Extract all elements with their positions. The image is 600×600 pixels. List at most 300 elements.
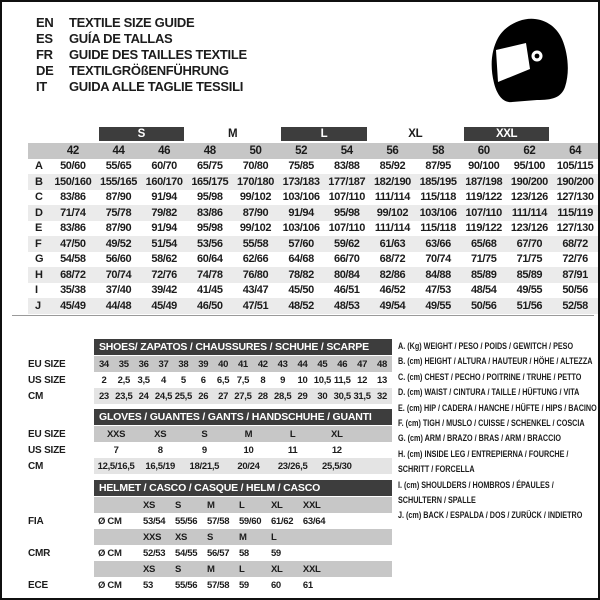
measure-value: 50/56 — [461, 298, 507, 314]
section-value: 40 — [213, 356, 233, 372]
section-value: XS — [140, 497, 172, 513]
measure-value: 87/91 — [552, 267, 598, 283]
language-code: DE — [36, 63, 54, 78]
measure-value: 111/114 — [374, 222, 410, 235]
language-label: TEXTILE SIZE GUIDE — [69, 15, 195, 30]
section-value — [300, 529, 332, 545]
size-number: 60 — [461, 143, 507, 159]
measure-value: 76/80 — [233, 267, 279, 283]
measure-row — [28, 159, 598, 175]
section-value: 29 — [293, 388, 313, 404]
textile-size-table — [28, 126, 598, 314]
measure-value: 103/106 — [415, 205, 461, 221]
section-value: S — [204, 529, 236, 545]
measure-value: 60/64 — [197, 253, 223, 266]
measure-value: 83/86 — [60, 222, 86, 235]
row-unit — [94, 529, 140, 545]
section-value: XXL — [300, 497, 332, 513]
section-divider — [12, 315, 594, 316]
section-title: HELMET / CASCO / CASQUE / HELM / CASCO — [94, 480, 392, 496]
section-value: 57/58 — [206, 515, 230, 527]
section-value: S — [172, 497, 204, 513]
measure-value: 165/175 — [187, 174, 233, 190]
section-value: L — [271, 426, 315, 442]
section-value: L — [268, 529, 300, 545]
row-label: CM — [28, 460, 44, 472]
filler-cell — [359, 458, 392, 474]
legend-item: C. (cm) CHEST / PECHO / POITRINE / TRUHE / PETTO — [398, 371, 582, 382]
section-value: 38 — [173, 356, 193, 372]
section-row — [28, 426, 392, 442]
section-value: 11,5 — [333, 374, 351, 386]
language-label: TEXTILGRÖßENFÜHRUNG — [69, 63, 229, 78]
legend-item: E. (cm) HIP / CADERA / HANCHE / HÜFTE / HIPS / BACINO — [398, 402, 597, 413]
section-value: 39 — [193, 356, 213, 372]
measure-value: 99/102 — [239, 222, 272, 235]
measure-value: 59/62 — [324, 236, 370, 252]
section-value: 23,5 — [114, 388, 134, 404]
section-title-cell — [94, 479, 392, 497]
measure-value: 107/110 — [328, 222, 365, 235]
measure-letter: H — [28, 267, 50, 283]
measure-letter: G — [35, 253, 44, 266]
measure-value: 47/51 — [233, 298, 279, 314]
measure-value: 72/76 — [562, 253, 588, 266]
measure-value: 65/75 — [197, 160, 223, 173]
measure-value: 155/165 — [96, 174, 142, 190]
section-value: 5 — [180, 374, 186, 386]
measure-value: 173/183 — [278, 174, 324, 190]
row-unit: Ø CM — [98, 579, 122, 591]
measure-value: 185/195 — [415, 174, 461, 190]
measure-value: 182/190 — [370, 174, 416, 190]
section-value: XS — [138, 426, 182, 442]
section-value: 56/57 — [206, 547, 230, 559]
measure-value: 90/100 — [468, 160, 500, 173]
section-value: 44 — [293, 356, 313, 372]
section-header-row — [28, 408, 392, 426]
measure-letter: D — [28, 205, 50, 221]
measure-value: 37/40 — [105, 284, 132, 297]
measure-value: 49/55 — [516, 284, 543, 297]
section-value: XL — [268, 497, 300, 513]
size-group-cell — [552, 126, 598, 143]
measure-value: 83/86 — [60, 191, 86, 204]
row-unit — [94, 561, 140, 577]
filler-cell — [332, 497, 392, 513]
size-group-cell — [370, 126, 461, 143]
row-unit: Ø CM — [98, 547, 122, 559]
section-value: 55/56 — [174, 579, 198, 591]
language-code: ES — [36, 31, 53, 46]
measure-value: 46/50 — [187, 298, 233, 314]
measure-value: 127/130 — [556, 191, 594, 204]
section-value: 47 — [352, 356, 372, 372]
filler-cell — [332, 545, 392, 561]
section-value: 25,5/30 — [315, 458, 359, 474]
section-value: 18/21,5 — [182, 458, 226, 474]
section-value: 10,5 — [313, 374, 332, 386]
size-number: 46 — [141, 143, 187, 159]
measure-value: 82/86 — [370, 267, 416, 283]
measure-value: 70/74 — [96, 267, 142, 283]
section-value: L — [236, 497, 268, 513]
measure-value: 48/54 — [470, 284, 497, 297]
measure-value: 65/68 — [461, 236, 507, 252]
measure-value: 187/198 — [461, 174, 507, 190]
section-value: 10 — [297, 374, 308, 386]
section-value: 12 — [331, 444, 342, 456]
measure-value: 66/70 — [334, 253, 360, 266]
section-value: 27 — [213, 388, 233, 404]
language-row — [36, 31, 247, 47]
measure-value: 75/78 — [96, 205, 142, 221]
section-value: XL — [268, 561, 300, 577]
measure-value: 115/119 — [552, 205, 598, 221]
section-value: 46 — [332, 356, 352, 372]
language-code: FR — [36, 47, 53, 62]
measure-value: 79/82 — [141, 205, 187, 221]
measure-letter: E — [35, 222, 42, 235]
section-value — [300, 545, 332, 561]
measure-letter: B — [28, 174, 50, 190]
row-label: CMR — [28, 547, 51, 559]
measure-value: 45/49 — [141, 298, 187, 314]
measure-value: 78/82 — [278, 267, 324, 283]
section-title: SHOES/ ZAPATOS / CHAUSSURES / SCHUHE / SCARPE — [94, 339, 392, 355]
section-value: 6,5 — [216, 374, 230, 386]
filler-cell — [332, 513, 392, 529]
section-label-spacer — [28, 479, 94, 497]
filler-cell — [359, 442, 392, 458]
size-number: 42 — [50, 143, 96, 159]
language-row — [36, 79, 247, 95]
section-row — [28, 356, 392, 372]
filler-cell — [332, 529, 392, 545]
section-value: XS — [172, 529, 204, 545]
measure-value: 87/90 — [105, 222, 132, 235]
measure-value: 50/60 — [60, 160, 86, 173]
measure-value: 115/118 — [420, 222, 456, 235]
section-value: 7 — [113, 444, 119, 456]
measure-value: 50/56 — [562, 284, 588, 297]
legend-item: J. (cm) BACK / ESPALDA / DOS / ZURÜCK / INDIETRO — [398, 510, 583, 521]
section-value: 61/62 — [270, 515, 294, 527]
section-value: 2 — [101, 374, 107, 386]
gloves-size-table — [28, 408, 392, 474]
size-number: 58 — [415, 143, 461, 159]
measure-value: 91/94 — [151, 191, 177, 204]
measure-value: 107/110 — [328, 191, 365, 204]
language-code: EN — [36, 15, 54, 30]
shoes-size-table — [28, 338, 392, 404]
section-value: 55/56 — [174, 515, 198, 527]
size-group-bar: L — [281, 127, 366, 141]
measure-value: 55/65 — [105, 160, 132, 173]
section-value: 12 — [357, 374, 368, 386]
measure-value: 51/56 — [507, 298, 553, 314]
measure-value: 95/98 — [324, 205, 370, 221]
measure-value: 46/51 — [334, 284, 360, 297]
measure-value: 61/63 — [370, 236, 416, 252]
measure-value: 71/75 — [516, 253, 543, 266]
measure-value: 160/170 — [141, 174, 187, 190]
measure-value: 177/187 — [324, 174, 370, 190]
section-value: 30,5 — [332, 388, 352, 404]
section-value: 35 — [114, 356, 134, 372]
measure-value: 46/52 — [379, 284, 406, 297]
section-value: 59/60 — [238, 515, 262, 527]
section-value: 37 — [154, 356, 174, 372]
size-number: 62 — [507, 143, 553, 159]
section-value: 28,5 — [273, 388, 293, 404]
section-value: 32 — [372, 388, 392, 404]
section-row — [28, 561, 392, 577]
size-group-cell — [278, 126, 369, 143]
measure-value: 45/49 — [50, 298, 96, 314]
measure-value: 103/106 — [282, 191, 320, 204]
size-group-cell — [187, 126, 278, 143]
measure-value: 190/200 — [507, 174, 553, 190]
language-code: IT — [36, 79, 47, 94]
measure-value: 85/89 — [507, 267, 553, 283]
row-label: CM — [28, 390, 44, 402]
section-value: 63/64 — [302, 515, 326, 527]
section-header-row — [28, 338, 392, 356]
gloves-grid — [28, 408, 392, 474]
section-value: XXS — [94, 426, 138, 442]
measure-value: 84/88 — [415, 267, 461, 283]
measure-value: 71/75 — [470, 253, 497, 266]
measure-row — [28, 236, 598, 252]
section-row — [28, 545, 392, 561]
section-value: 53 — [143, 579, 153, 591]
size-group-cell — [28, 126, 96, 143]
measure-value: 71/74 — [50, 205, 96, 221]
measure-value: 63/66 — [415, 236, 461, 252]
section-row — [28, 442, 392, 458]
section-value: 24,5 — [154, 388, 174, 404]
measure-value: 49/52 — [96, 236, 142, 252]
section-value: 61 — [302, 579, 313, 591]
measure-value: 41/45 — [197, 284, 223, 297]
measure-value: 80/84 — [324, 267, 370, 283]
measure-value: 47/53 — [425, 284, 451, 297]
racing-helmet-icon — [482, 12, 574, 114]
measure-row — [28, 252, 598, 268]
section-value: 10 — [243, 444, 254, 456]
legend-item: F. (cm) TIGH / MUSLO / CUISSE / SCHENKEL / COSCIA — [398, 418, 585, 429]
legend-item: G. (cm) ARM / BRAZO / BRAS / ARM / BRACCIO — [398, 433, 561, 444]
section-value: M — [226, 426, 270, 442]
section-value: 2,5 — [117, 374, 130, 386]
section-value: 23 — [94, 388, 114, 404]
measure-value: 99/102 — [370, 205, 416, 221]
section-label-spacer — [28, 408, 94, 426]
section-value: 59 — [238, 579, 249, 591]
measure-value: 49/54 — [370, 298, 416, 314]
section-value: M — [204, 561, 236, 577]
measure-letter: J — [28, 298, 50, 314]
legend-item: H. (cm) INSIDE LEG / ENTREPIERNA / FOURCHE / SCHRITT / FORCELLA — [398, 448, 569, 475]
measure-value: 58/62 — [151, 253, 177, 266]
size-number: 52 — [278, 143, 324, 159]
measure-value: 87/90 — [105, 191, 132, 204]
measure-value: 53/56 — [187, 236, 233, 252]
language-row — [36, 47, 247, 63]
section-value: 58 — [238, 547, 249, 559]
measure-value: 111/114 — [374, 191, 410, 204]
measure-value: 43/47 — [242, 284, 269, 297]
size-group-bar: XXL — [464, 127, 549, 141]
row-label — [28, 497, 94, 513]
section-value: 16,5/19 — [138, 458, 182, 474]
measure-value: 127/130 — [556, 222, 594, 235]
section-value: 60 — [270, 579, 281, 591]
filler-cell — [332, 561, 392, 577]
measure-value: 47/50 — [50, 236, 96, 252]
helmet-grid — [28, 479, 392, 593]
size-number: 50 — [233, 143, 279, 159]
measure-letter: C — [35, 191, 43, 204]
measure-value: 68/72 — [552, 236, 598, 252]
section-value: 8 — [260, 374, 266, 386]
section-value: 8 — [157, 444, 163, 456]
filler-cell — [359, 426, 392, 442]
row-label: EU SIZE — [28, 428, 66, 440]
section-value: 36 — [134, 356, 154, 372]
row-label: EU SIZE — [28, 358, 66, 370]
section-value: S — [172, 561, 204, 577]
section-value: 9 — [201, 444, 207, 456]
measure-value: 48/53 — [324, 298, 370, 314]
measure-row — [28, 205, 598, 221]
measure-value: 74/78 — [187, 267, 233, 283]
measure-value: 150/160 — [50, 174, 96, 190]
measure-letter: I — [35, 284, 38, 297]
section-value: 41 — [233, 356, 253, 372]
measure-value: 68/72 — [50, 267, 96, 283]
section-value: 25,5 — [173, 388, 193, 404]
measure-value: 62/66 — [242, 253, 269, 266]
size-number-row — [28, 143, 598, 159]
measure-value: 115/118 — [420, 191, 456, 204]
section-title-cell — [94, 408, 392, 426]
measure-value: 35/38 — [60, 284, 86, 297]
section-value: 57/58 — [206, 579, 230, 591]
measure-value: 91/94 — [278, 205, 324, 221]
measure-row — [28, 221, 598, 237]
size-group-label: M — [228, 127, 238, 140]
section-value: M — [204, 497, 236, 513]
size-number: 54 — [324, 143, 370, 159]
measure-letter: F — [28, 236, 50, 252]
measure-row — [28, 190, 598, 206]
measure-value: 49/55 — [415, 298, 461, 314]
section-value: 52/53 — [143, 547, 166, 559]
size-group-row — [28, 126, 598, 143]
measure-value: 123/126 — [510, 191, 548, 204]
section-row — [28, 388, 392, 404]
legend-item: B. (cm) HEIGHT / ALTURA / HAUTEUR / HÖHE / ALTEZZA — [398, 356, 593, 367]
measure-value: 54/58 — [60, 253, 86, 266]
measure-value: 70/80 — [242, 160, 269, 173]
visor-pivot-inner — [535, 54, 540, 59]
language-row — [36, 63, 247, 79]
row-label: ECE — [28, 579, 48, 591]
section-row — [28, 577, 392, 593]
row-label — [28, 561, 94, 577]
measure-value: 103/106 — [282, 222, 320, 235]
row-label: FIA — [28, 515, 44, 527]
measure-value: 55/58 — [233, 236, 279, 252]
section-value: 4 — [161, 374, 166, 386]
section-value: 6 — [200, 374, 206, 386]
measure-value: 67/70 — [507, 236, 553, 252]
measure-value: 105/115 — [556, 160, 594, 173]
row-unit — [94, 497, 140, 513]
section-value: 9 — [280, 374, 286, 386]
section-row — [28, 513, 392, 529]
section-value: 12,5/16,5 — [94, 458, 138, 474]
size-group-cell — [461, 126, 552, 143]
section-value: 43 — [273, 356, 293, 372]
section-value: 27,5 — [233, 388, 253, 404]
measure-value: 45/50 — [288, 284, 314, 297]
measure-value: 39/42 — [151, 284, 177, 297]
row-label — [28, 529, 94, 545]
measure-value: 87/95 — [425, 160, 451, 173]
measure-value: 91/94 — [151, 222, 177, 235]
section-value: 28 — [253, 388, 273, 404]
language-label: GUÍA DE TALLAS — [69, 31, 173, 46]
language-label: GUIDE DES TAILLES TEXTILE — [69, 47, 247, 62]
measure-value: 52/58 — [552, 298, 598, 314]
section-value: M — [236, 529, 268, 545]
section-row — [28, 497, 392, 513]
size-group-cell — [96, 126, 187, 143]
measure-row — [28, 267, 598, 283]
measure-value: 83/86 — [187, 205, 233, 221]
section-value: 34 — [94, 356, 114, 372]
language-label: GUIDA ALLE TAGLIE TESSILI — [69, 79, 244, 94]
size-number: 56 — [370, 143, 416, 159]
section-value: 42 — [253, 356, 273, 372]
size-group-label: XL — [408, 127, 423, 140]
measure-value: 51/54 — [141, 236, 187, 252]
language-row — [36, 15, 247, 31]
filler-cell — [332, 577, 392, 593]
measure-value: 85/92 — [379, 160, 406, 173]
size-row-spacer — [28, 143, 50, 159]
section-value: 30 — [312, 388, 332, 404]
section-row — [28, 458, 392, 474]
measure-value: 107/110 — [461, 205, 507, 221]
measure-value: 68/72 — [379, 253, 406, 266]
measure-value: 99/102 — [239, 191, 272, 204]
measure-value: 44/48 — [96, 298, 142, 314]
measure-value: 83/88 — [334, 160, 360, 173]
measure-value: 70/74 — [425, 253, 451, 266]
measure-value: 119/122 — [465, 222, 502, 235]
section-value: 26 — [193, 388, 213, 404]
section-row — [28, 529, 392, 545]
section-value: 13 — [377, 374, 387, 386]
legend-item: A. (Kg) WEIGHT / PESO / POIDS / GEWITCH / PESO — [398, 341, 574, 351]
section-value: 53/54 — [143, 515, 166, 527]
section-value: XXS — [140, 529, 172, 545]
section-value: 54/55 — [174, 547, 198, 559]
